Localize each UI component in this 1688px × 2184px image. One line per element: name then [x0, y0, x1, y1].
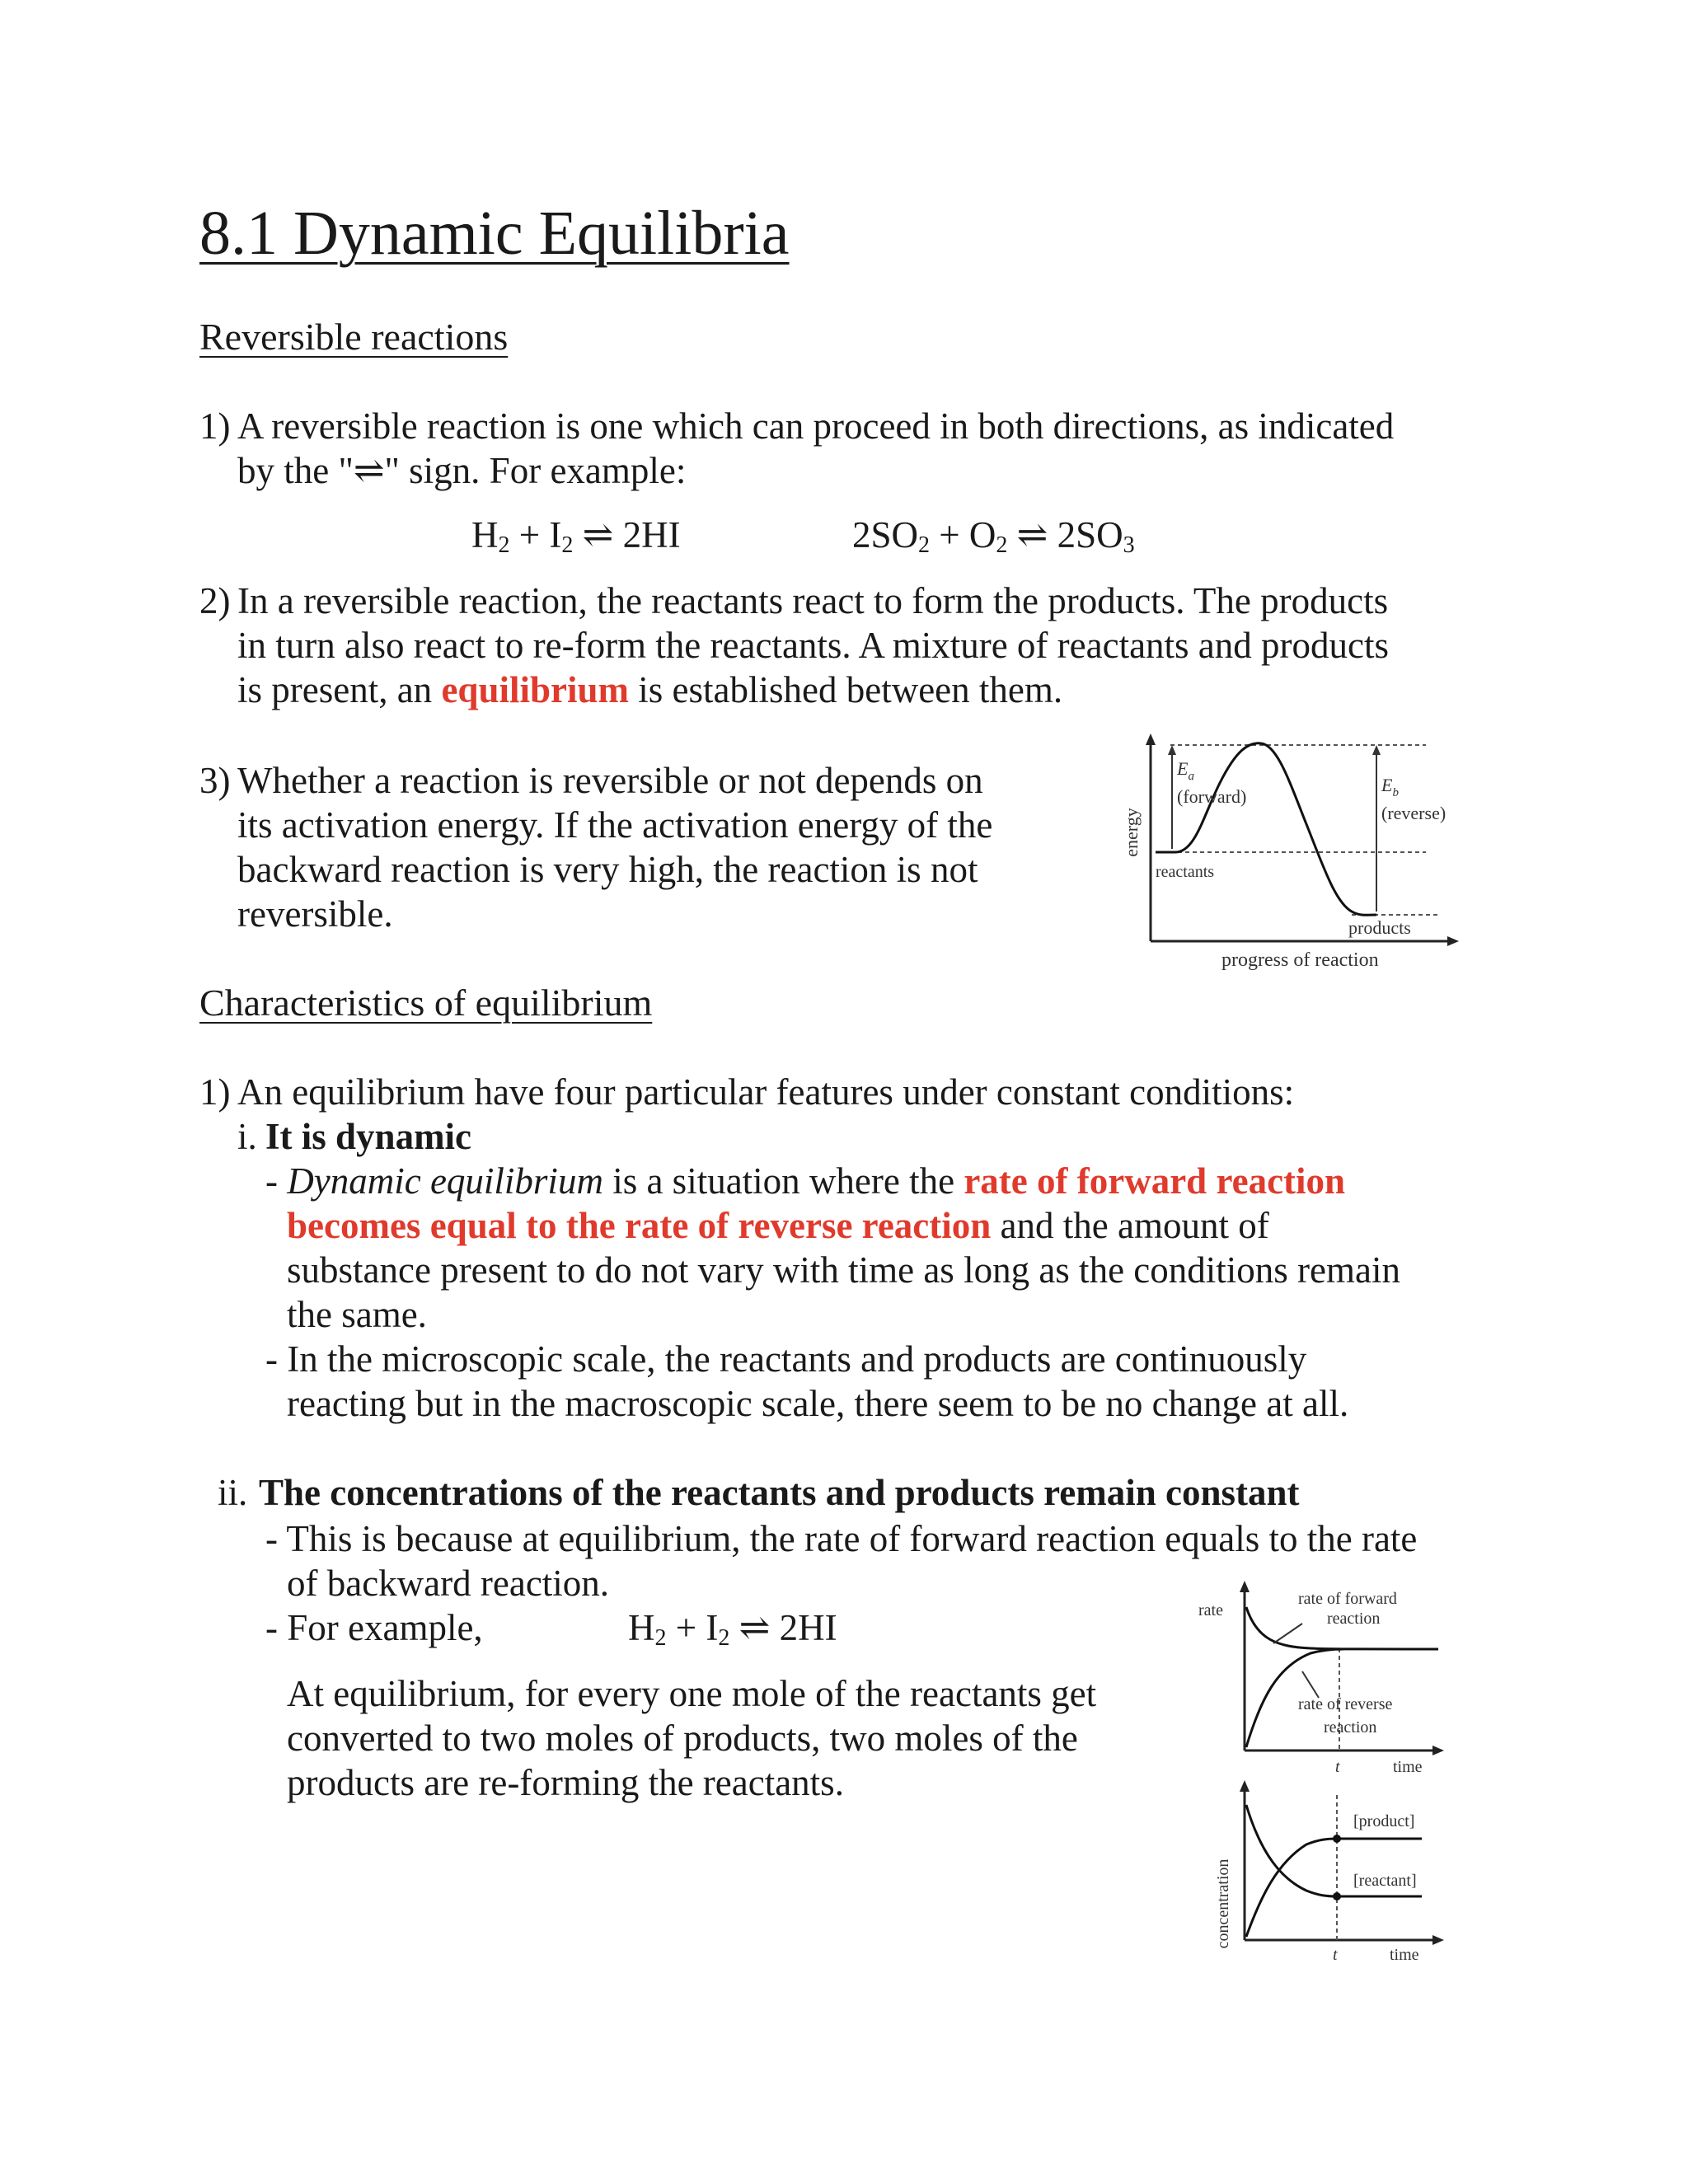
equilibrium-term: equilibrium	[441, 669, 629, 710]
forward-label-line-2: reaction	[1327, 1610, 1381, 1628]
feature-ii-line-5: converted to two moles of products, two moles of the	[287, 1718, 1078, 1759]
feature-ii-title: The concentrations of the reactants and products remain constant	[259, 1472, 1300, 1513]
ea-label: (forward)	[1177, 786, 1247, 807]
rate-time-graph	[1187, 1574, 1459, 1780]
concentration-axis-arrow	[1240, 1780, 1250, 1792]
feature-ii-line-2: of backward reaction.	[287, 1563, 610, 1604]
feature-i-line-2: becomes equal to the rate of reverse reaction and the amount of	[287, 1205, 1269, 1246]
feature-i-line-3: substance present to do not vary with time as long as the conditions remain	[287, 1249, 1400, 1291]
paragraph-3-line-2: its activation energy. If the activation energy of the	[237, 804, 993, 846]
progress-axis-label: progress of reaction	[1221, 949, 1379, 971]
eb-arrowhead	[1372, 745, 1381, 755]
page-title: 8.1 Dynamic Equilibria	[199, 199, 790, 268]
feature-i-line-4: the same.	[287, 1294, 427, 1335]
ea-arrowhead	[1168, 745, 1176, 755]
product-equilibrium-point	[1333, 1835, 1341, 1843]
feature-i-title: It is dynamic	[265, 1116, 472, 1157]
equation-so3: $2SO_2 + O_2$ ⇌ $2SO_3$	[852, 514, 1135, 558]
paragraph-1-number: 1)	[199, 405, 231, 447]
paragraph-3-line-3: backward reaction is very high, the reaction is not	[237, 849, 978, 890]
paragraph-1-line-2: by the "⇌" sign. For example:	[237, 450, 687, 491]
energy-profile-diagram	[1104, 733, 1484, 981]
paragraph-2-line-2: in turn also react to re-form the reactants. A mixture of reactants and products	[237, 625, 1389, 666]
equation-hi-example: $H_2 + I_2$ ⇌ 2HI	[628, 1607, 837, 1651]
paragraph-2-line-1: In a reversible reaction, the reactants react to form the products. The products	[237, 580, 1389, 621]
reactants-label: reactants	[1156, 863, 1215, 881]
forward-rate-term: rate of forward reaction	[964, 1160, 1346, 1202]
energy-axis-arrow	[1146, 733, 1156, 745]
concentration-axis-label: concentration	[1214, 1858, 1232, 1949]
feature-ii-line-3: - For example,	[265, 1607, 483, 1648]
feature-ii-line-6: products are re-forming the reactants.	[287, 1762, 844, 1803]
reactant-equilibrium-point	[1333, 1892, 1341, 1900]
rate-axis-label: rate	[1198, 1601, 1223, 1619]
feature-i-line-5: - In the microscopic scale, the reactants and products are continuously	[265, 1338, 1307, 1380]
section-heading-reversible: Reversible reactions	[199, 316, 509, 358]
product-label: [product]	[1353, 1812, 1415, 1830]
reverse-label-line-1: rate of reverse	[1298, 1695, 1393, 1713]
equation-hi: $H_2 + I_2$ ⇌ 2HI	[471, 514, 681, 558]
char-paragraph-1-number: 1)	[199, 1071, 231, 1113]
feature-i-number: i.	[237, 1116, 257, 1157]
paragraph-3-line-1: Whether a reaction is reversible or not depends on	[237, 760, 983, 801]
rate-t-label: t	[1335, 1758, 1340, 1776]
char-paragraph-1: An equilibrium have four particular features under constant conditions:	[237, 1071, 1295, 1113]
conc-time-label: time	[1390, 1946, 1419, 1964]
reverse-label-line-2: reaction	[1324, 1718, 1377, 1736]
paragraph-3-line-4: reversible.	[237, 893, 393, 935]
section-heading-characteristics: Characteristics of equilibrium	[199, 982, 653, 1024]
reverse-rate-term: becomes equal to the rate of reverse reaction	[287, 1205, 992, 1246]
conc-time-axis-arrow	[1432, 1935, 1444, 1945]
energy-axis-label: energy	[1121, 808, 1142, 857]
conc-t-label: t	[1333, 1946, 1338, 1964]
feature-ii-line-4: At equilibrium, for every one mole of the reactants get	[287, 1673, 1097, 1714]
rate-axis-arrow	[1240, 1581, 1250, 1592]
feature-ii-line-1: - This is because at equilibrium, the rate of forward reaction equals to the rate	[265, 1518, 1418, 1559]
ea-symbol: $E_a$	[1177, 758, 1194, 783]
paragraph-1-line-1: A reversible reaction is one which can proceed in both directions, as indicated	[237, 405, 1395, 447]
products-label: products	[1348, 917, 1411, 938]
feature-i-line-1: - Dynamic equilibrium is a situation where the rate of forward reaction	[265, 1160, 1346, 1202]
feature-ii-number: ii.	[218, 1472, 248, 1513]
eb-symbol: $E_b$	[1381, 775, 1399, 799]
paragraph-2-line-3: is present, an equilibrium is established between them.	[237, 669, 1063, 710]
paragraph-2-number: 2)	[199, 580, 231, 621]
forward-label-pointer	[1273, 1624, 1302, 1643]
reverse-label-pointer	[1302, 1671, 1319, 1698]
concentration-time-graph	[1203, 1772, 1459, 1970]
rate-time-label: time	[1393, 1758, 1423, 1776]
progress-axis-arrow	[1447, 936, 1459, 946]
reactant-label: [reactant]	[1353, 1872, 1417, 1890]
feature-i-line-6: reacting but in the macroscopic scale, there seem to be no change at all.	[287, 1383, 1349, 1424]
time-axis-arrow	[1432, 1746, 1444, 1755]
forward-label-line-1: rate of forward	[1298, 1590, 1397, 1608]
paragraph-3-number: 3)	[199, 760, 231, 801]
eb-label: (reverse)	[1381, 803, 1447, 823]
